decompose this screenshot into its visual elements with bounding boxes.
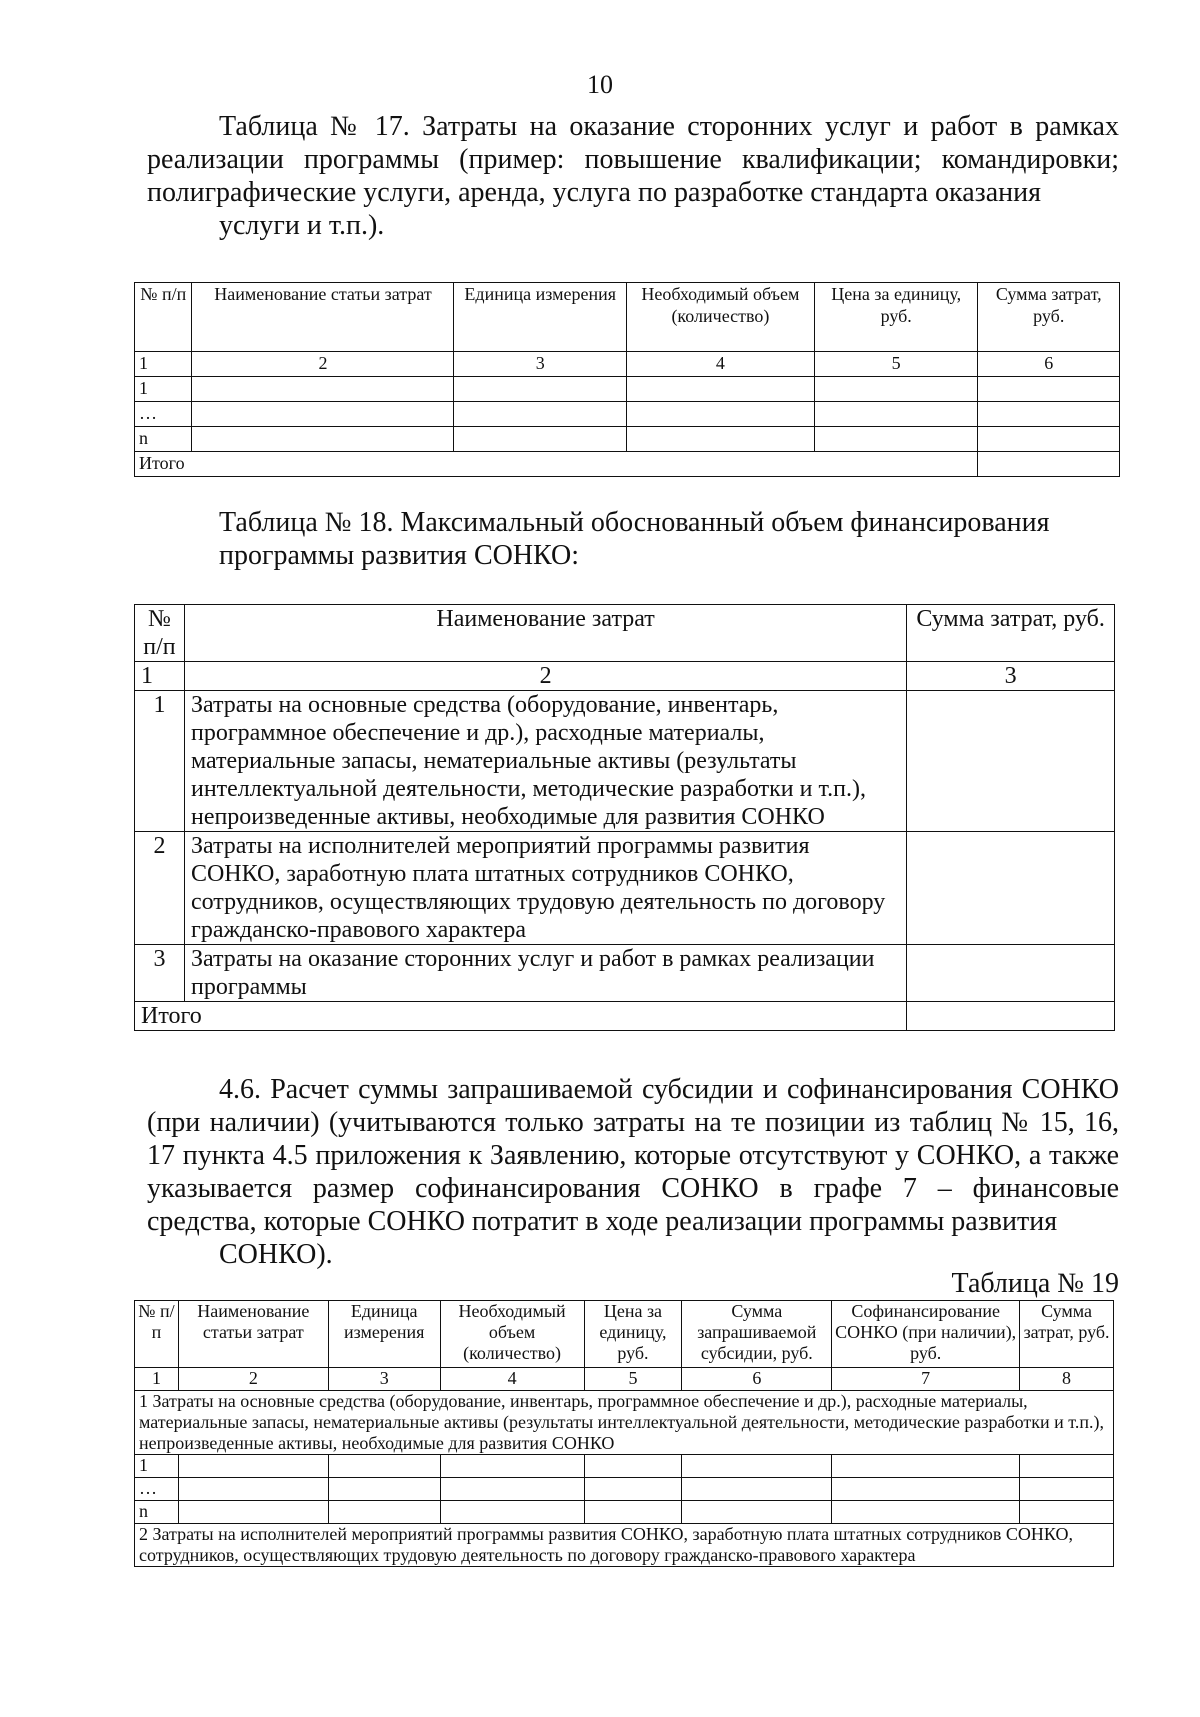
table-17 [134,282,1120,477]
table17-title [147,110,1119,242]
paragraph-line: СОНКО). [219,1239,333,1270]
column-numbering-row [135,662,1115,691]
total-label: Итого [135,1002,907,1031]
cell [832,1478,1020,1501]
header-cofinancing: Софинансирование СОНКО (при наличии), руб. [832,1301,1020,1368]
cell: 3 [328,1368,440,1391]
cell [178,1501,328,1524]
cell: 7 [832,1368,1020,1391]
cell [907,691,1115,832]
table17-title-line: Таблица № 17. Затраты на оказание сторонних услуг и работ в рамках [219,111,1119,142]
cell [454,427,626,452]
table19-caption: Таблица № 19 [951,1268,1119,1299]
cell [192,377,454,402]
cell: 2 [178,1368,328,1391]
cell: 6 [978,352,1120,377]
cell: 1 [135,1368,179,1391]
cell [907,945,1115,1002]
table18-title-line: программы развития СОНКО: [219,540,580,571]
header-unit: Единица измерения [328,1301,440,1368]
cell [328,1501,440,1524]
paragraph-line: а также указывается размер софинансирования СОНКО в графе 7 – финансовые [147,1140,1120,1204]
paragraph-line: средства, которые СОНКО потратит в ходе реализации программы развития [147,1206,1058,1237]
cell: 6 [682,1368,832,1391]
row-num: 2 [135,832,185,945]
total-row [135,1002,1115,1031]
paragraph-line: 17 пункта 4.5 приложения к Заявлению, которые отсутствуют у СОНКО, [147,1140,1022,1171]
cell: 3 [454,352,626,377]
row-num: 1 [135,377,192,402]
row-num: … [135,402,192,427]
table18-title-line: Таблица № 18. Максимальный обоснованный объем финансирования [219,507,1050,538]
table-row [135,1455,1114,1478]
cell [682,1478,832,1501]
cell [978,452,1120,477]
cell: 8 [1020,1368,1114,1391]
table17-title-line: реализации программы (пример: повышение квалификации; командировки; [147,144,1119,175]
cell [832,1455,1020,1478]
cell [907,1002,1115,1031]
cell: 2 [184,662,906,691]
table-header-row [135,283,1120,352]
table17-title-line: услуги и т.п.). [219,210,385,241]
row-num: … [135,1478,179,1501]
row-num: 1 [135,691,185,832]
cell [832,1501,1020,1524]
table-row [135,1478,1114,1501]
row-num: 3 [135,945,185,1002]
table-row [135,402,1120,427]
header-name: Наименование статьи затрат [178,1301,328,1368]
header-name: Наименование статьи затрат [192,283,454,352]
table-19 [134,1300,1114,1567]
cell: 2 [192,352,454,377]
cell [454,377,626,402]
header-num: № п/п [135,1301,179,1368]
cell [907,832,1115,945]
total-label: Итого [135,452,978,477]
cell: 3 [907,662,1115,691]
table-header-row [135,605,1115,662]
cell [192,427,454,452]
cell [626,427,814,452]
cell [328,1478,440,1501]
cell [584,1501,682,1524]
header-num: № п/п [135,605,185,662]
table-row [135,427,1120,452]
section-row [135,1391,1114,1455]
cell [978,427,1120,452]
table18-title [147,506,1119,572]
section-2-label: 2 Затраты на исполнителей мероприятий программы развития СОНКО, заработную плата штатных сотрудников СОНКО, сотрудников, осуществляющих трудовую деятельность по договору гражданско-правового характера [135,1524,1114,1567]
header-num: № п/п [135,283,192,352]
header-sum: Сумма затрат, руб. [907,605,1115,662]
table-header-row [135,1301,1114,1368]
total-row [135,452,1120,477]
cell [440,1478,584,1501]
row-num: n [135,427,192,452]
cell [1020,1455,1114,1478]
cell: 1 [135,662,185,691]
page-number: 10 [587,70,613,99]
header-unit: Единица измерения [454,283,626,352]
cell [584,1478,682,1501]
paragraph-line: (при наличии) (учитываются только затраты на те позиции из таблиц № 15, 16, [147,1107,1119,1138]
cell: 4 [626,352,814,377]
column-numbering-row [135,352,1120,377]
cell [626,377,814,402]
row-name: Затраты на оказание сторонних услуг и работ в рамках реализации программы [184,945,906,1002]
table-18 [134,604,1115,1031]
cell [440,1501,584,1524]
header-name: Наименование затрат [184,605,906,662]
cell: 1 [135,352,192,377]
cell [584,1455,682,1478]
cell [978,377,1120,402]
table-row [135,691,1115,832]
header-price: Цена за единицу, руб. [814,283,978,352]
table-row [135,832,1115,945]
paragraph-line: 4.6. Расчет суммы запрашиваемой субсидии и софинансирования СОНКО [219,1074,1119,1105]
cell [328,1455,440,1478]
row-num: n [135,1501,179,1524]
row-name: Затраты на основные средства (оборудование, инвентарь, программное обеспечение и др.), расходные материалы, материальные запасы, нематериальные активы (результаты интеллектуальной деятельности, методические разработки и т.п.), непроизведенные активы, необходимые для развития СОНКО [184,691,906,832]
section-1-label: 1 Затраты на основные средства (оборудование, инвентарь, программное обеспечение и др.), расходные материалы, материальные запасы, нематериальные активы (результаты интеллектуальной деятельности, методические разработки и т.п.), непроизведенные активы, необходимые для развития СОНКО [135,1391,1114,1455]
section-4-6-paragraph [147,1073,1119,1271]
header-sum: Сумма затрат, руб. [1020,1301,1114,1368]
row-name: Затраты на исполнителей мероприятий программы развития СОНКО, заработную плата штатных сотрудников СОНКО, сотрудников, осуществляющих трудовую деятельность по договору гражданско-правового характера [184,832,906,945]
cell [192,402,454,427]
cell [814,427,978,452]
cell: 4 [440,1368,584,1391]
section-row [135,1524,1114,1567]
cell: 5 [814,352,978,377]
cell [626,402,814,427]
table17-title-line: полиграфические услуги, аренда, услуга по разработке стандарта оказания [147,177,1041,208]
cell [440,1455,584,1478]
cell [178,1478,328,1501]
cell [454,402,626,427]
table-row [135,377,1120,402]
cell [978,402,1120,427]
cell [1020,1501,1114,1524]
header-price: Цена за единицу, руб. [584,1301,682,1368]
header-volume: Необходимый объем (количество) [440,1301,584,1368]
row-num: 1 [135,1455,179,1478]
column-numbering-row [135,1368,1114,1391]
header-subsidy: Сумма запрашиваемой субсидии, руб. [682,1301,832,1368]
table-row [135,1501,1114,1524]
cell [682,1501,832,1524]
cell: 5 [584,1368,682,1391]
table-row [135,945,1115,1002]
header-sum: Сумма затрат, руб. [978,283,1120,352]
cell [814,377,978,402]
cell [814,402,978,427]
cell [1020,1478,1114,1501]
cell [682,1455,832,1478]
cell [178,1455,328,1478]
header-volume: Необходимый объем (количество) [626,283,814,352]
